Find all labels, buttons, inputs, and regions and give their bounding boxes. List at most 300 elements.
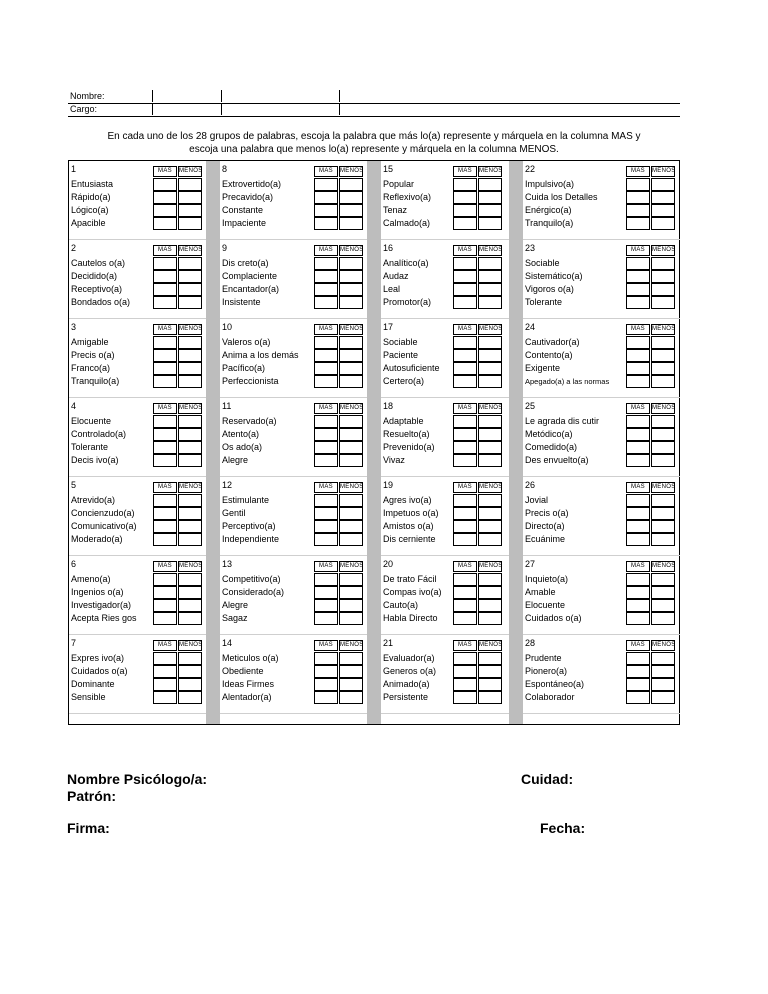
menos-checkbox[interactable] [478,296,502,309]
mas-header: MAS [314,324,338,335]
menos-checkbox[interactable] [651,257,675,270]
mas-checkbox[interactable] [453,652,477,665]
word-group [381,161,509,240]
word-option: Paciente [383,350,419,360]
word-option: Promotor(a) [383,297,432,307]
nombre-field[interactable] [152,90,340,102]
mas-checkbox[interactable] [453,507,477,520]
menos-checkbox[interactable] [651,520,675,533]
mas-header: MAS [153,324,177,335]
menos-checkbox[interactable] [339,296,363,309]
mas-header: MAS [453,166,477,177]
mas-checkbox[interactable] [453,296,477,309]
menos-checkbox[interactable] [651,586,675,599]
cargo-row [68,103,680,117]
mas-checkbox[interactable] [453,217,477,230]
menos-checkbox[interactable] [339,375,363,388]
mas-checkbox[interactable] [453,283,477,296]
menos-checkbox[interactable] [339,336,363,349]
menos-checkbox[interactable] [178,612,202,625]
mas-checkbox[interactable] [453,375,477,388]
menos-checkbox[interactable] [339,599,363,612]
word-option: Tranquilo(a) [71,376,120,386]
menos-header: MENOS [339,166,363,177]
mas-checkbox[interactable] [153,507,177,520]
menos-checkbox[interactable] [478,494,502,507]
menos-checkbox[interactable] [339,217,363,230]
mas-checkbox[interactable] [314,454,338,467]
group-number: 18 [383,401,394,411]
menos-checkbox[interactable] [178,599,202,612]
menos-checkbox[interactable] [651,336,675,349]
mas-checkbox[interactable] [153,415,177,428]
menos-checkbox[interactable] [651,191,675,204]
mas-checkbox[interactable] [314,678,338,691]
column-separator [206,161,220,724]
word-groups-grid [68,160,680,725]
mas-checkbox[interactable] [314,349,338,362]
mas-checkbox[interactable] [453,336,477,349]
mas-header: MAS [626,561,650,572]
word-option: Compas ivo(a) [383,587,442,597]
menos-checkbox[interactable] [651,507,675,520]
mas-checkbox[interactable] [314,217,338,230]
menos-checkbox[interactable] [478,415,502,428]
mas-checkbox[interactable] [314,270,338,283]
menos-checkbox[interactable] [478,652,502,665]
word-group [381,635,509,714]
mas-checkbox[interactable] [314,296,338,309]
word-option: Constante [222,205,264,215]
mas-checkbox[interactable] [153,257,177,270]
word-option: Precis o(a) [525,508,569,518]
menos-checkbox[interactable] [478,691,502,704]
group-number: 9 [222,243,228,253]
mas-checkbox[interactable] [626,678,650,691]
menos-checkbox[interactable] [478,573,502,586]
word-option: Espontáneo(a) [525,679,585,689]
mas-checkbox[interactable] [453,454,477,467]
mas-header: MAS [153,403,177,414]
menos-checkbox[interactable] [339,586,363,599]
menos-checkbox[interactable] [478,428,502,441]
mas-checkbox[interactable] [153,217,177,230]
menos-checkbox[interactable] [478,599,502,612]
menos-checkbox[interactable] [651,665,675,678]
mas-checkbox[interactable] [314,599,338,612]
menos-checkbox[interactable] [651,428,675,441]
menos-checkbox[interactable] [178,283,202,296]
mas-checkbox[interactable] [626,652,650,665]
mas-checkbox[interactable] [314,283,338,296]
menos-checkbox[interactable] [651,599,675,612]
word-group [69,161,206,240]
mas-checkbox[interactable] [153,678,177,691]
cargo-field[interactable] [152,103,340,115]
menos-checkbox[interactable] [339,533,363,546]
mas-checkbox[interactable] [453,178,477,191]
menos-checkbox[interactable] [178,191,202,204]
menos-header: MENOS [478,561,502,572]
mas-checkbox[interactable] [314,533,338,546]
menos-checkbox[interactable] [651,415,675,428]
mas-checkbox[interactable] [453,678,477,691]
mas-checkbox[interactable] [453,415,477,428]
menos-checkbox[interactable] [178,652,202,665]
menos-checkbox[interactable] [478,217,502,230]
menos-checkbox[interactable] [478,362,502,375]
mas-checkbox[interactable] [453,494,477,507]
mas-checkbox[interactable] [453,533,477,546]
menos-checkbox[interactable] [339,270,363,283]
mas-checkbox[interactable] [153,375,177,388]
word-option: Meticulos o(a) [222,653,279,663]
menos-header: MENOS [178,166,202,177]
mas-checkbox[interactable] [314,612,338,625]
menos-checkbox[interactable] [651,296,675,309]
word-group [523,319,680,398]
mas-checkbox[interactable] [314,507,338,520]
menos-checkbox[interactable] [178,178,202,191]
mas-checkbox[interactable] [626,362,650,375]
menos-checkbox[interactable] [339,665,363,678]
word-option: Obediente [222,666,264,676]
word-option: Os ado(a) [222,442,263,452]
mas-checkbox[interactable] [453,257,477,270]
menos-checkbox[interactable] [339,191,363,204]
menos-checkbox[interactable] [478,204,502,217]
mas-checkbox[interactable] [453,573,477,586]
menos-checkbox[interactable] [178,428,202,441]
menos-checkbox[interactable] [651,349,675,362]
word-option: Lógico(a) [71,205,109,215]
menos-checkbox[interactable] [478,520,502,533]
mas-checkbox[interactable] [453,599,477,612]
mas-checkbox[interactable] [453,612,477,625]
word-option: Cautivador(a) [525,337,580,347]
menos-checkbox[interactable] [339,283,363,296]
word-group [69,240,206,319]
word-option: Investigador(a) [71,600,132,610]
group-number: 27 [525,559,536,569]
mas-checkbox[interactable] [314,257,338,270]
menos-checkbox[interactable] [339,178,363,191]
group-number: 12 [222,480,233,490]
group-number: 16 [383,243,394,253]
mas-checkbox[interactable] [314,494,338,507]
mas-checkbox[interactable] [626,586,650,599]
word-option: Controlado(a) [71,429,127,439]
mas-checkbox[interactable] [314,573,338,586]
menos-checkbox[interactable] [339,362,363,375]
menos-checkbox[interactable] [651,533,675,546]
mas-checkbox[interactable] [314,375,338,388]
menos-checkbox[interactable] [651,573,675,586]
menos-checkbox[interactable] [178,217,202,230]
mas-checkbox[interactable] [314,204,338,217]
menos-checkbox[interactable] [651,454,675,467]
menos-checkbox[interactable] [478,178,502,191]
mas-checkbox[interactable] [626,599,650,612]
mas-checkbox[interactable] [626,520,650,533]
mas-header: MAS [314,166,338,177]
mas-checkbox[interactable] [453,270,477,283]
word-option: Perfeccionista [222,376,279,386]
menos-checkbox[interactable] [178,533,202,546]
word-option: Entusiasta [71,179,114,189]
menos-checkbox[interactable] [178,454,202,467]
menos-checkbox[interactable] [339,441,363,454]
mas-header: MAS [153,166,177,177]
menos-checkbox[interactable] [478,349,502,362]
mas-checkbox[interactable] [626,612,650,625]
word-option: Amistos o(a) [383,521,434,531]
mas-checkbox[interactable] [626,428,650,441]
mas-checkbox[interactable] [153,599,177,612]
menos-checkbox[interactable] [339,507,363,520]
mas-checkbox[interactable] [153,652,177,665]
menos-checkbox[interactable] [178,586,202,599]
menos-checkbox[interactable] [478,283,502,296]
mas-checkbox[interactable] [314,586,338,599]
menos-checkbox[interactable] [478,336,502,349]
group-number: 20 [383,559,394,569]
word-option: Estimulante [222,495,270,505]
menos-checkbox[interactable] [178,415,202,428]
mas-checkbox[interactable] [626,178,650,191]
mas-checkbox[interactable] [153,441,177,454]
word-option: Precis o(a) [71,350,115,360]
mas-checkbox[interactable] [314,415,338,428]
mas-checkbox[interactable] [314,691,338,704]
mas-checkbox[interactable] [626,691,650,704]
menos-checkbox[interactable] [651,362,675,375]
mas-checkbox[interactable] [453,204,477,217]
mas-checkbox[interactable] [153,691,177,704]
mas-checkbox[interactable] [626,375,650,388]
mas-checkbox[interactable] [453,191,477,204]
mas-checkbox[interactable] [153,494,177,507]
menos-checkbox[interactable] [178,270,202,283]
mas-checkbox[interactable] [314,441,338,454]
menos-checkbox[interactable] [651,270,675,283]
menos-checkbox[interactable] [178,362,202,375]
word-option: Competitivo(a) [222,574,281,584]
mas-checkbox[interactable] [153,362,177,375]
word-option: Impaciente [222,218,267,228]
mas-checkbox[interactable] [153,178,177,191]
mas-checkbox[interactable] [314,652,338,665]
mas-checkbox[interactable] [153,454,177,467]
menos-checkbox[interactable] [178,573,202,586]
menos-checkbox[interactable] [478,586,502,599]
mas-checkbox[interactable] [453,691,477,704]
menos-checkbox[interactable] [339,652,363,665]
menos-checkbox[interactable] [478,270,502,283]
word-group [523,240,680,319]
column-separator [367,161,381,724]
menos-checkbox[interactable] [178,349,202,362]
mas-checkbox[interactable] [153,573,177,586]
word-option: Exigente [525,363,561,373]
mas-checkbox[interactable] [453,520,477,533]
mas-header: MAS [314,640,338,651]
group-number: 7 [71,638,77,648]
menos-checkbox[interactable] [651,283,675,296]
menos-checkbox[interactable] [651,612,675,625]
group-number: 26 [525,480,536,490]
mas-checkbox[interactable] [153,612,177,625]
mas-checkbox[interactable] [626,204,650,217]
menos-checkbox[interactable] [178,296,202,309]
word-group [220,398,367,477]
mas-checkbox[interactable] [626,533,650,546]
word-option: Sociable [383,337,418,347]
mas-checkbox[interactable] [153,586,177,599]
mas-checkbox[interactable] [314,428,338,441]
word-group [523,398,680,477]
mas-checkbox[interactable] [453,665,477,678]
group-number: 14 [222,638,233,648]
menos-checkbox[interactable] [478,507,502,520]
word-option: Prevenido(a) [383,442,435,452]
mas-checkbox[interactable] [314,178,338,191]
mas-checkbox[interactable] [153,204,177,217]
mas-checkbox[interactable] [626,665,650,678]
menos-checkbox[interactable] [339,349,363,362]
mas-checkbox[interactable] [626,454,650,467]
menos-checkbox[interactable] [339,415,363,428]
word-option: Impulsivo(a) [525,179,575,189]
word-option: Acepta Ries gos [71,613,137,623]
menos-checkbox[interactable] [651,375,675,388]
mas-checkbox[interactable] [314,665,338,678]
menos-checkbox[interactable] [339,428,363,441]
mas-header: MAS [453,561,477,572]
menos-checkbox[interactable] [478,678,502,691]
mas-checkbox[interactable] [153,270,177,283]
menos-checkbox[interactable] [478,375,502,388]
menos-checkbox[interactable] [651,441,675,454]
mas-header: MAS [626,166,650,177]
mas-header: MAS [626,482,650,493]
word-group [69,635,206,714]
menos-checkbox[interactable] [651,204,675,217]
menos-checkbox[interactable] [478,665,502,678]
menos-checkbox[interactable] [339,520,363,533]
mas-checkbox[interactable] [453,349,477,362]
mas-checkbox[interactable] [153,533,177,546]
nombre-label: Nombre: [70,91,105,101]
mas-checkbox[interactable] [626,349,650,362]
menos-checkbox[interactable] [651,217,675,230]
menos-checkbox[interactable] [178,257,202,270]
mas-checkbox[interactable] [453,362,477,375]
word-option: Amable [525,587,556,597]
menos-checkbox[interactable] [178,678,202,691]
mas-checkbox[interactable] [153,283,177,296]
menos-checkbox[interactable] [178,520,202,533]
word-option: Sociable [525,258,560,268]
mas-checkbox[interactable] [453,441,477,454]
column-separator [509,161,523,724]
mas-checkbox[interactable] [153,520,177,533]
menos-checkbox[interactable] [651,678,675,691]
menos-header: MENOS [651,561,675,572]
menos-checkbox[interactable] [651,691,675,704]
mas-checkbox[interactable] [153,428,177,441]
mas-checkbox[interactable] [626,441,650,454]
mas-checkbox[interactable] [153,191,177,204]
mas-checkbox[interactable] [453,428,477,441]
menos-checkbox[interactable] [178,665,202,678]
menos-checkbox[interactable] [339,678,363,691]
word-option: Vivaz [383,455,405,465]
mas-checkbox[interactable] [626,217,650,230]
mas-checkbox[interactable] [453,586,477,599]
menos-checkbox[interactable] [339,691,363,704]
menos-checkbox[interactable] [178,441,202,454]
menos-checkbox[interactable] [651,178,675,191]
menos-checkbox[interactable] [178,691,202,704]
menos-checkbox[interactable] [178,494,202,507]
mas-checkbox[interactable] [314,362,338,375]
menos-checkbox[interactable] [339,612,363,625]
mas-checkbox[interactable] [153,336,177,349]
mas-checkbox[interactable] [626,494,650,507]
mas-checkbox[interactable] [626,336,650,349]
word-group [523,477,680,556]
menos-checkbox[interactable] [178,336,202,349]
mas-checkbox[interactable] [153,349,177,362]
menos-checkbox[interactable] [651,494,675,507]
mas-checkbox[interactable] [626,296,650,309]
word-option: Le agrada dis cutir [525,416,600,426]
mas-checkbox[interactable] [626,257,650,270]
menos-checkbox[interactable] [651,652,675,665]
menos-checkbox[interactable] [478,612,502,625]
menos-checkbox[interactable] [339,494,363,507]
menos-checkbox[interactable] [339,257,363,270]
menos-checkbox[interactable] [178,507,202,520]
word-option: Prudente [525,653,562,663]
mas-checkbox[interactable] [153,296,177,309]
word-option: Encantador(a) [222,284,280,294]
mas-checkbox[interactable] [314,191,338,204]
menos-checkbox[interactable] [178,204,202,217]
menos-checkbox[interactable] [478,454,502,467]
menos-checkbox[interactable] [339,573,363,586]
word-group [381,398,509,477]
mas-checkbox[interactable] [153,665,177,678]
mas-checkbox[interactable] [626,270,650,283]
mas-checkbox[interactable] [626,573,650,586]
menos-checkbox[interactable] [339,204,363,217]
mas-checkbox[interactable] [314,336,338,349]
menos-checkbox[interactable] [478,533,502,546]
mas-checkbox[interactable] [626,283,650,296]
menos-checkbox[interactable] [339,454,363,467]
word-option: Rápido(a) [71,192,111,202]
menos-checkbox[interactable] [478,257,502,270]
mas-checkbox[interactable] [626,191,650,204]
mas-checkbox[interactable] [314,520,338,533]
mas-checkbox[interactable] [626,415,650,428]
mas-checkbox[interactable] [626,507,650,520]
menos-checkbox[interactable] [178,375,202,388]
menos-checkbox[interactable] [478,441,502,454]
menos-checkbox[interactable] [478,191,502,204]
